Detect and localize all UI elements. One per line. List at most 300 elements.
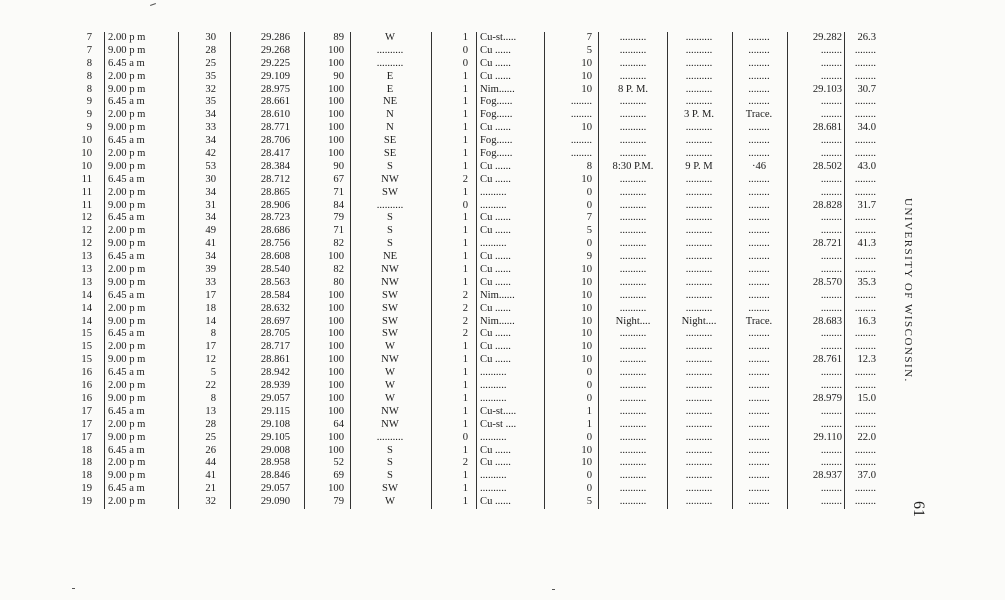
day-cell: 12 (81, 238, 92, 250)
time-cell: 6.45 a m (108, 135, 145, 147)
table-row (60, 225, 876, 238)
cloud-kind-cell: Cu ...... (480, 225, 511, 237)
rainfall-amount-cell: ........ (748, 122, 770, 134)
mean-temperature-cell: ........ (854, 251, 876, 263)
humidity-cell: 100 (328, 354, 344, 366)
temperature-cell: 26 (205, 444, 216, 456)
rain-began-cell: Night.... (615, 315, 651, 327)
scan-mark-top (150, 3, 156, 6)
rainfall-amount-cell: ........ (748, 470, 770, 482)
table-row (60, 303, 876, 316)
humidity-cell: 100 (328, 302, 344, 314)
mean-barometer-cell: ........ (820, 496, 842, 508)
time-cell: 6.45 a m (108, 251, 145, 263)
temperature-cell: 33 (205, 276, 216, 288)
rainfall-amount-cell: ........ (748, 276, 770, 288)
mean-barometer-cell: 29.110 (813, 431, 842, 443)
cloud-kind-cell: Cu ...... (480, 302, 511, 314)
rain-ended-cell: .......... (685, 405, 713, 417)
rain-began-cell: .......... (619, 328, 647, 340)
rain-ended-cell: .......... (685, 44, 713, 56)
rain-ended-cell: .......... (685, 380, 713, 392)
mean-temperature-cell: 35.3 (857, 276, 876, 288)
barometer-cell: 28.771 (260, 122, 290, 134)
mean-barometer-cell: ........ (820, 70, 842, 82)
barometer-cell: 28.610 (260, 109, 290, 121)
humidity-cell: 100 (328, 96, 344, 108)
cloud-kind-cell: Fog...... (480, 96, 513, 108)
barometer-cell: 29.225 (260, 57, 290, 69)
mean-barometer-cell: 28.979 (812, 392, 842, 404)
column-rule (667, 32, 668, 509)
rainfall-amount-cell: ........ (748, 302, 770, 314)
mean-temperature-cell: ........ (854, 148, 876, 160)
time-cell: 9.00 p m (108, 83, 146, 95)
cloud-amount-cell: 10 (581, 444, 592, 456)
cloud-amount-cell: 5 (586, 44, 592, 56)
wind-force-cell: 1 (462, 483, 468, 495)
barometer-cell: 28.706 (260, 135, 290, 147)
rainfall-amount-cell: ........ (748, 148, 770, 160)
rain-began-cell: .......... (619, 418, 647, 430)
temperature-cell: 30 (205, 173, 216, 185)
page-number (903, 497, 933, 521)
wind-force-cell: 2 (462, 328, 468, 340)
wind-force-cell: 1 (462, 122, 468, 134)
column-rule (544, 32, 545, 509)
rainfall-amount-cell: ·46 (751, 160, 767, 172)
cloud-kind-cell: .......... (480, 367, 507, 379)
mean-barometer-cell: ........ (820, 251, 842, 263)
rain-began-cell: 8:30 P.M. (612, 160, 654, 172)
cloud-amount-cell: 10 (581, 173, 592, 185)
rainfall-amount-cell: ........ (748, 405, 770, 417)
cloud-kind-cell: Fog...... (480, 148, 513, 160)
wind-direction-cell: S (387, 160, 393, 172)
mean-temperature-cell: ........ (854, 496, 876, 508)
temperature-cell: 32 (205, 496, 216, 508)
mean-temperature-cell: 34.0 (857, 122, 876, 134)
temperature-cell: 32 (205, 83, 216, 95)
table-row (60, 71, 876, 84)
barometer-cell: 28.705 (260, 328, 290, 340)
wind-force-cell: 2 (462, 457, 468, 469)
rain-began-cell: .......... (619, 496, 647, 508)
wind-direction-cell: SW (382, 302, 398, 314)
rainfall-amount-cell: ........ (748, 418, 770, 430)
rain-ended-cell: .......... (685, 367, 713, 379)
day-cell: 18 (81, 457, 92, 469)
day-cell: 17 (81, 418, 92, 430)
rain-began-cell: .......... (619, 212, 647, 224)
mean-barometer-cell: ........ (820, 57, 842, 69)
mean-temperature-cell: ........ (854, 44, 876, 56)
mean-temperature-cell: ........ (854, 186, 876, 198)
barometer-cell: 29.109 (260, 70, 290, 82)
temperature-cell: 39 (205, 264, 216, 276)
rain-ended-cell: .......... (685, 289, 713, 301)
weather-observation-table (60, 32, 876, 509)
mean-temperature-cell: ........ (854, 289, 876, 301)
wind-direction-cell: W (385, 392, 395, 404)
barometer-cell: 28.697 (260, 315, 290, 327)
barometer-cell: 29.057 (260, 483, 290, 495)
rainfall-amount-cell: ........ (748, 57, 770, 69)
cloud-kind-cell: Cu ...... (480, 44, 511, 56)
cloud-amount-cell: ........ (570, 135, 592, 147)
cloud-amount-cell: 1 (586, 418, 592, 430)
cloud-kind-cell: .......... (480, 186, 507, 198)
mean-temperature-cell: 22.0 (857, 431, 876, 443)
barometer-cell: 28.975 (260, 83, 290, 95)
cloud-amount-cell: 5 (586, 225, 592, 237)
cloud-amount-cell: 10 (581, 122, 592, 134)
cloud-amount-cell: ........ (570, 109, 592, 121)
rain-ended-cell: .......... (685, 444, 713, 456)
temperature-cell: 53 (205, 160, 216, 172)
rainfall-amount-cell: ........ (748, 238, 770, 250)
humidity-cell: 90 (333, 160, 344, 172)
time-cell: 9.00 p m (108, 431, 146, 443)
wind-direction-cell: SW (382, 289, 398, 301)
rain-ended-cell: .......... (685, 431, 713, 443)
cloud-kind-cell: .......... (480, 238, 507, 250)
temperature-cell: 49 (205, 225, 216, 237)
table-row (60, 277, 876, 290)
wind-direction-cell: NW (381, 276, 399, 288)
rain-ended-cell: .......... (685, 83, 713, 95)
cloud-kind-cell: Cu-st..... (480, 32, 517, 43)
humidity-cell: 100 (328, 405, 344, 417)
temperature-cell: 8 (210, 328, 216, 340)
day-cell: 18 (81, 444, 92, 456)
rainfall-amount-cell: ........ (748, 32, 770, 43)
table-row (60, 470, 876, 483)
table-row (60, 58, 876, 71)
rain-began-cell: .......... (619, 367, 647, 379)
cloud-amount-cell: 10 (581, 83, 592, 95)
time-cell: 2.00 p m (108, 32, 146, 43)
cloud-kind-cell: Cu-st .... (480, 418, 517, 430)
rainfall-amount-cell: Trace. (745, 315, 773, 327)
rainfall-amount-cell: ........ (748, 289, 770, 301)
wind-direction-cell: .......... (376, 44, 404, 56)
day-cell: 15 (81, 341, 92, 353)
rainfall-amount-cell: ........ (748, 212, 770, 224)
day-cell: 17 (81, 405, 92, 417)
wind-direction-cell: W (385, 367, 395, 379)
wind-direction-cell: NE (382, 251, 398, 263)
time-cell: 9.00 p m (108, 238, 146, 250)
day-cell: 13 (81, 276, 92, 288)
wind-force-cell: 2 (462, 315, 468, 327)
wind-force-cell: 1 (462, 238, 468, 250)
mean-barometer-cell: 29.103 (812, 83, 842, 95)
temperature-cell: 33 (205, 122, 216, 134)
temperature-cell: 22 (205, 380, 216, 392)
rain-began-cell: .......... (619, 392, 647, 404)
cloud-kind-cell: .......... (480, 380, 507, 392)
cloud-amount-cell: 0 (586, 238, 592, 250)
wind-direction-cell: S (387, 470, 393, 482)
mean-temperature-cell: ........ (854, 70, 876, 82)
rain-began-cell: .......... (619, 470, 647, 482)
rain-began-cell: .......... (619, 264, 647, 276)
cloud-amount-cell: 10 (581, 315, 592, 327)
mean-barometer-cell: 28.761 (812, 354, 842, 366)
cloud-kind-cell: Cu ...... (480, 70, 511, 82)
rain-ended-cell: .......... (685, 173, 713, 185)
cloud-amount-cell: ........ (570, 148, 592, 160)
mean-barometer-cell: ........ (820, 444, 842, 456)
rainfall-amount-cell: ........ (748, 328, 770, 340)
rainfall-amount-cell: ........ (748, 457, 770, 469)
table-row (60, 212, 876, 225)
temperature-cell: 8 (210, 392, 216, 404)
cloud-amount-cell: 0 (586, 483, 592, 495)
cloud-kind-cell: Cu ...... (480, 328, 511, 340)
day-cell: 11 (81, 186, 92, 198)
mean-barometer-cell: ........ (820, 148, 842, 160)
mean-temperature-cell: 31.7 (857, 199, 876, 211)
column-rule (350, 32, 351, 509)
barometer-cell: 28.712 (260, 173, 290, 185)
rain-ended-cell: Night.... (681, 315, 717, 327)
humidity-cell: 67 (333, 173, 344, 185)
wind-force-cell: 1 (462, 341, 468, 353)
rainfall-amount-cell: ........ (748, 496, 770, 508)
mean-barometer-cell: 28.681 (812, 122, 842, 134)
wind-force-cell: 1 (462, 160, 468, 172)
wind-direction-cell: N (386, 122, 394, 134)
wind-force-cell: 1 (462, 380, 468, 392)
rain-ended-cell: .......... (685, 57, 713, 69)
time-cell: 2.00 p m (108, 264, 146, 276)
cloud-amount-cell: 10 (581, 276, 592, 288)
cloud-amount-cell: 1 (586, 405, 592, 417)
wind-force-cell: 1 (462, 96, 468, 108)
humidity-cell: 100 (328, 289, 344, 301)
mean-barometer-cell: ........ (820, 328, 842, 340)
temperature-cell: 25 (205, 431, 216, 443)
mean-barometer-cell: ........ (820, 418, 842, 430)
rainfall-amount-cell: ........ (748, 173, 770, 185)
mean-barometer-cell: ........ (820, 44, 842, 56)
rainfall-amount-cell: Trace. (745, 109, 773, 121)
time-cell: 2.00 p m (108, 109, 146, 121)
wind-force-cell: 1 (462, 444, 468, 456)
rainfall-amount-cell: ........ (748, 483, 770, 495)
mean-barometer-cell: 28.721 (812, 238, 842, 250)
rain-began-cell: .......... (619, 70, 647, 82)
rain-ended-cell: 3 P. M. (683, 109, 715, 121)
wind-force-cell: 1 (462, 496, 468, 508)
day-cell: 16 (81, 392, 92, 404)
rainfall-amount-cell: ........ (748, 444, 770, 456)
wind-force-cell: 1 (462, 70, 468, 82)
mean-barometer-cell: ........ (820, 405, 842, 417)
wind-direction-cell: .......... (376, 199, 404, 211)
rainfall-amount-cell: ........ (748, 225, 770, 237)
table-row (60, 122, 876, 135)
day-cell: 18 (81, 470, 92, 482)
wind-direction-cell: N (386, 109, 394, 121)
rain-ended-cell: .......... (685, 470, 713, 482)
humidity-cell: 64 (333, 418, 344, 430)
cloud-kind-cell: Cu ...... (480, 212, 511, 224)
humidity-cell: 90 (333, 70, 344, 82)
cloud-kind-cell: Cu ...... (480, 341, 511, 353)
column-rule (598, 32, 599, 509)
day-cell: 14 (81, 315, 92, 327)
cloud-kind-cell: .......... (480, 431, 507, 443)
temperature-cell: 44 (205, 457, 216, 469)
barometer-cell: 28.686 (260, 225, 290, 237)
rain-began-cell: .......... (619, 57, 647, 69)
mean-temperature-cell: ........ (854, 135, 876, 147)
page-number-text: 61 (910, 501, 927, 517)
cloud-amount-cell: 10 (581, 70, 592, 82)
rain-ended-cell: .......... (685, 418, 713, 430)
barometer-cell: 28.584 (260, 289, 290, 301)
cloud-kind-cell: .......... (480, 483, 507, 495)
column-rule (178, 32, 179, 509)
time-cell: 6.45 a m (108, 173, 145, 185)
rainfall-amount-cell: ........ (748, 199, 770, 211)
wind-direction-cell: SW (382, 483, 398, 495)
humidity-cell: 100 (328, 483, 344, 495)
rain-ended-cell: .......... (685, 225, 713, 237)
table-row (60, 354, 876, 367)
mean-barometer-cell: ........ (820, 302, 842, 314)
mean-temperature-cell: 12.3 (857, 354, 876, 366)
wind-force-cell: 1 (462, 392, 468, 404)
day-cell: 10 (81, 160, 92, 172)
barometer-cell: 28.958 (260, 457, 290, 469)
table-row (60, 393, 876, 406)
time-cell: 9.00 p m (108, 44, 146, 56)
rain-ended-cell: .......... (685, 212, 713, 224)
time-cell: 6.45 a m (108, 483, 145, 495)
mean-temperature-cell: ........ (854, 109, 876, 121)
temperature-cell: 34 (205, 135, 216, 147)
wind-direction-cell: S (387, 238, 393, 250)
day-cell: 11 (81, 199, 92, 211)
wind-direction-cell: S (387, 225, 393, 237)
mean-temperature-cell: ........ (854, 405, 876, 417)
cloud-amount-cell: 7 (586, 32, 592, 43)
cloud-amount-cell: 0 (586, 186, 592, 198)
scan-mark-bottom-left (72, 588, 75, 589)
table-row (60, 96, 876, 109)
mean-barometer-cell: ........ (820, 225, 842, 237)
time-cell: 2.00 p m (108, 380, 146, 392)
humidity-cell: 52 (333, 457, 344, 469)
wind-direction-cell: .......... (376, 431, 404, 443)
cloud-amount-cell: ........ (570, 96, 592, 108)
barometer-cell: 28.384 (260, 160, 290, 172)
humidity-cell: 80 (333, 276, 344, 288)
humidity-cell: 82 (333, 264, 344, 276)
day-cell: 12 (81, 212, 92, 224)
table-row (60, 174, 876, 187)
cloud-kind-cell: .......... (480, 470, 507, 482)
barometer-cell: 28.939 (260, 380, 290, 392)
time-cell: 2.00 p m (108, 496, 146, 508)
barometer-cell: 29.108 (260, 418, 290, 430)
mean-barometer-cell: ........ (820, 341, 842, 353)
humidity-cell: 100 (328, 251, 344, 263)
table-row (60, 135, 876, 148)
temperature-cell: 34 (205, 186, 216, 198)
barometer-cell: 28.723 (260, 212, 290, 224)
mean-temperature-cell: ........ (854, 57, 876, 69)
rainfall-amount-cell: ........ (748, 264, 770, 276)
table-row (60, 251, 876, 264)
rain-ended-cell: .......... (685, 276, 713, 288)
wind-force-cell: 1 (462, 109, 468, 121)
temperature-cell: 34 (205, 109, 216, 121)
scan-mark-bottom-center (552, 589, 555, 590)
barometer-cell: 28.417 (260, 148, 290, 160)
wind-force-cell: 0 (462, 431, 468, 443)
mean-barometer-cell: ........ (820, 212, 842, 224)
rain-ended-cell: .......... (685, 496, 713, 508)
time-cell: 9.00 p m (108, 160, 146, 172)
cloud-kind-cell: Cu-st..... (480, 405, 517, 417)
wind-direction-cell: .......... (376, 57, 404, 69)
table-row (60, 328, 876, 341)
running-head-text: UNIVERSITY OF WISCONSIN. (902, 197, 914, 383)
rain-began-cell: .......... (619, 109, 647, 121)
mean-barometer-cell: 28.828 (812, 199, 842, 211)
wind-force-cell: 1 (462, 354, 468, 366)
rain-ended-cell: .......... (685, 302, 713, 314)
cloud-kind-cell: Nim...... (480, 83, 515, 95)
time-cell: 2.00 p m (108, 225, 146, 237)
barometer-cell: 28.861 (260, 354, 290, 366)
table-row (60, 264, 876, 277)
cloud-kind-cell: Cu ...... (480, 496, 511, 508)
mean-barometer-cell: ........ (820, 96, 842, 108)
cloud-amount-cell: 10 (581, 264, 592, 276)
time-cell: 6.45 a m (108, 328, 145, 340)
wind-direction-cell: NW (381, 418, 399, 430)
rain-ended-cell: .......... (685, 328, 713, 340)
barometer-cell: 28.756 (260, 238, 290, 250)
wind-direction-cell: S (387, 212, 393, 224)
barometer-cell: 29.008 (260, 444, 290, 456)
column-rule (787, 32, 788, 509)
cloud-amount-cell: 8 (586, 160, 592, 172)
wind-force-cell: 1 (462, 470, 468, 482)
rain-ended-cell: .......... (685, 457, 713, 469)
day-cell: 7 (86, 44, 92, 56)
time-cell: 2.00 p m (108, 457, 146, 469)
mean-barometer-cell: ........ (820, 186, 842, 198)
mean-temperature-cell: ........ (854, 212, 876, 224)
rain-ended-cell: 9 P. M (685, 160, 713, 172)
cloud-amount-cell: 9 (586, 251, 592, 263)
wind-force-cell: 1 (462, 135, 468, 147)
mean-barometer-cell: ........ (820, 483, 842, 495)
mean-temperature-cell: 41.3 (857, 238, 876, 250)
barometer-cell: 28.846 (260, 470, 290, 482)
rain-began-cell: .......... (619, 405, 647, 417)
column-rule (431, 32, 432, 509)
table-row (60, 161, 876, 174)
humidity-cell: 79 (333, 212, 344, 224)
